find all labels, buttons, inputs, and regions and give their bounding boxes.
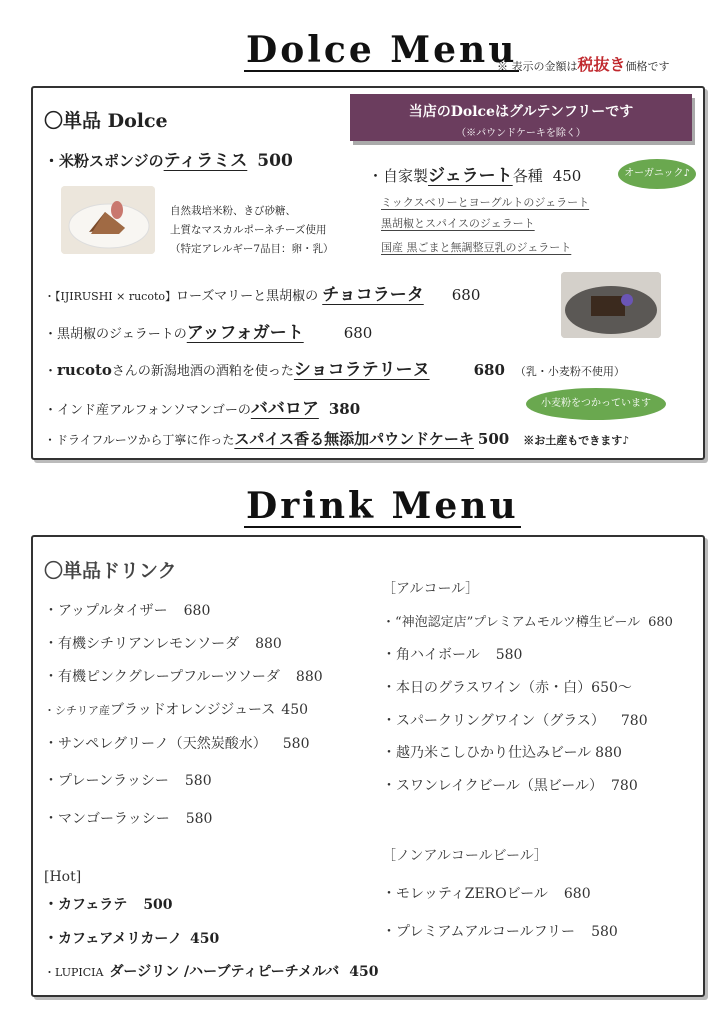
terrine-item	[44, 355, 625, 380]
terrine-price: 680	[473, 361, 505, 379]
drink-name: ・越乃米こしひかり仕込みビール	[382, 745, 592, 761]
bavarois-name: ババロア	[250, 399, 319, 419]
pound-note: ※お土産もできます♪	[523, 434, 630, 447]
terrine-rucoto: rucoto	[57, 361, 112, 379]
dolce-title: Dolce Menu	[246, 29, 518, 71]
drink-price: 450	[190, 931, 220, 947]
tiramisu-name: ティラミス	[163, 151, 248, 171]
drink-name-small: ・LUPICIA	[44, 966, 104, 979]
drink-alcohol-4	[382, 710, 648, 730]
drink-title: Drink Menu	[246, 485, 519, 527]
tiramisu-image	[61, 186, 155, 254]
dolce-section-heading: 〇単品 Dolce	[44, 110, 168, 132]
drink-name: ブラッドオレンジジュース	[110, 702, 276, 718]
banner-line1: 当店のDolceはグルテンフリーです	[408, 104, 634, 120]
chocolata-item	[44, 280, 480, 305]
drink-price: 450	[349, 964, 379, 980]
chocolata-image	[561, 272, 661, 338]
bavarois-price: 380	[328, 400, 361, 418]
tiramisu-description	[170, 202, 334, 259]
hot-header: [Hot]	[44, 869, 82, 885]
bavarois-item	[44, 394, 360, 419]
drink-name: ・角ハイボール	[382, 647, 480, 663]
drink-soft-3	[44, 666, 323, 686]
tiramisu-price: 500	[257, 151, 293, 171]
drink-price: 780	[611, 778, 638, 794]
drink-soft-4	[44, 699, 308, 719]
pound-prefix: ・ドライフルーツから丁寧に作った	[44, 433, 235, 447]
drink-hot-3	[44, 961, 378, 981]
drink-price: 680	[563, 886, 591, 902]
drink-price: 580	[185, 811, 213, 827]
pound-name: スパイス香る無添加パウンドケーキ	[234, 430, 474, 448]
organic-bubble: オーガニック♪	[618, 159, 696, 189]
drink-name: ・“神泡認定店”プレミアムモルツ樽生ビール	[382, 615, 641, 630]
chocolata-name: チョコラータ	[322, 285, 424, 305]
drink-soft-2	[44, 633, 282, 653]
drink-alcohol-5	[382, 742, 622, 762]
chocolata-price: 680	[451, 286, 481, 304]
drink-nonalc-2	[382, 921, 618, 941]
tax-note-pre: ※ 表示の金額は	[497, 60, 578, 73]
drink-name: ・アップルタイザー	[44, 603, 168, 619]
drink-nonalc-1	[382, 883, 591, 903]
affogato-price: 680	[343, 324, 373, 342]
drink-hot-2	[44, 928, 219, 948]
chocolata-photo	[561, 272, 661, 338]
pound-price: 500	[477, 430, 510, 448]
gelato-flavor-3: 国産 黒ごまと無調整豆乳のジェラート	[381, 241, 572, 254]
drink-price: 680	[648, 615, 673, 630]
drink-name: ・サンペレグリーノ（天然炭酸水）	[44, 736, 267, 752]
drink-name: ・本日のグラスワイン（赤・白）650〜	[382, 680, 632, 696]
terrine-note: （乳・小麦粉不使用）	[514, 365, 625, 378]
drink-soft-1	[44, 600, 210, 620]
alcohol-header: ［アルコール］	[382, 581, 480, 597]
drink-price: 580	[591, 924, 618, 940]
tax-note-red: 税抜き	[577, 55, 626, 74]
drink-price: 580	[282, 736, 310, 752]
gelato-item	[368, 161, 581, 186]
gelato-price: 450	[552, 167, 582, 185]
drink-soft-7	[44, 808, 212, 828]
drink-section-heading: 〇単品ドリンク	[44, 560, 177, 582]
tiramisu-desc-3: （特定アレルギー7品目：卵・乳）	[170, 243, 334, 255]
tax-note	[497, 52, 670, 75]
drink-name: ・プレミアムアルコールフリー	[382, 924, 576, 940]
tiramisu-desc-1: 自然栽培米粉、きび砂糖、	[170, 205, 296, 217]
affogato-item	[44, 318, 372, 343]
drink-price: 450	[281, 702, 309, 718]
tiramisu-desc-2: 上質なマスカルポーネチーズ使用	[170, 224, 327, 236]
gelato-flavor-1: ミックスベリーとヨーグルトのジェラート	[381, 196, 590, 209]
drink-alcohol-1	[382, 611, 673, 630]
drink-price: 580	[495, 647, 523, 663]
drink-hot-1	[44, 894, 173, 914]
drink-name: ・モレッティZEROビール	[382, 886, 548, 902]
affogato-name: アッフォガート	[186, 323, 304, 343]
drink-price: 880	[595, 745, 622, 761]
drink-name-small: ・シチリア産	[44, 704, 110, 717]
tax-note-post: 価格です	[625, 60, 670, 73]
drink-price: 580	[184, 773, 212, 789]
gelato-prefix: ・自家製	[368, 167, 429, 185]
gelato-suffix: 各種	[512, 167, 543, 185]
drink-price: 880	[295, 669, 323, 685]
gluten-free-banner	[350, 94, 692, 141]
drink-name: ・スワンレイクビール（黒ビール）	[382, 778, 603, 794]
tiramisu-item	[44, 146, 293, 171]
drink-name: ・マンゴーラッシー	[44, 811, 170, 827]
tiramisu-prefix: ・米粉スポンジの	[44, 152, 164, 170]
terrine-name: ショコラテリーヌ	[293, 360, 430, 380]
drink-price: 780	[620, 713, 648, 729]
pound-cake-item	[44, 428, 629, 449]
drink-name: ・カフェラテ	[44, 897, 128, 913]
tiramisu-photo	[61, 186, 155, 254]
terrine-prefix: ・	[44, 364, 58, 379]
drink-price: 880	[255, 636, 282, 652]
drink-name: ダージリン /ハーブティピーチメルバ	[109, 964, 340, 980]
nonalc-header: ［ノンアルコールビール］	[382, 848, 548, 864]
drink-name: ・有機ピンクグレープフルーツソーダ	[44, 669, 280, 685]
gelato-flavor-2: 黒胡椒とスパイスのジェラート	[381, 217, 535, 230]
drink-price: 680	[183, 603, 211, 619]
chocolata-mid: ローズマリーと黒胡椒の	[176, 289, 319, 304]
banner-line2: （※パウンドケーキを除く）	[456, 128, 586, 139]
chocolata-prefix: ・【IJIRUSHI × rucoto】	[44, 290, 177, 303]
affogato-prefix: ・黒胡椒のジェラートの	[44, 327, 187, 342]
drink-alcohol-2	[382, 644, 522, 664]
terrine-mid: さんの新潟地酒の酒粕を使った	[111, 364, 294, 379]
drink-soft-6	[44, 770, 212, 790]
drink-name: ・有機シチリアンレモンソーダ	[44, 636, 240, 652]
drink-soft-5	[44, 733, 309, 753]
drink-alcohol-3	[382, 677, 632, 697]
wheat-bubble: 小麦粉をつかっています	[526, 388, 666, 420]
drink-name: ・プレーンラッシー	[44, 773, 169, 789]
drink-name: ・カフェアメリカーノ	[44, 931, 183, 947]
drink-price: 500	[143, 897, 173, 913]
drink-name: ・スパークリングワイン（グラス）	[382, 713, 605, 729]
drink-alcohol-6	[382, 775, 638, 795]
bavarois-prefix: ・インド産アルフォンソマンゴーの	[44, 403, 251, 418]
gelato-name: ジェラート	[428, 166, 513, 186]
